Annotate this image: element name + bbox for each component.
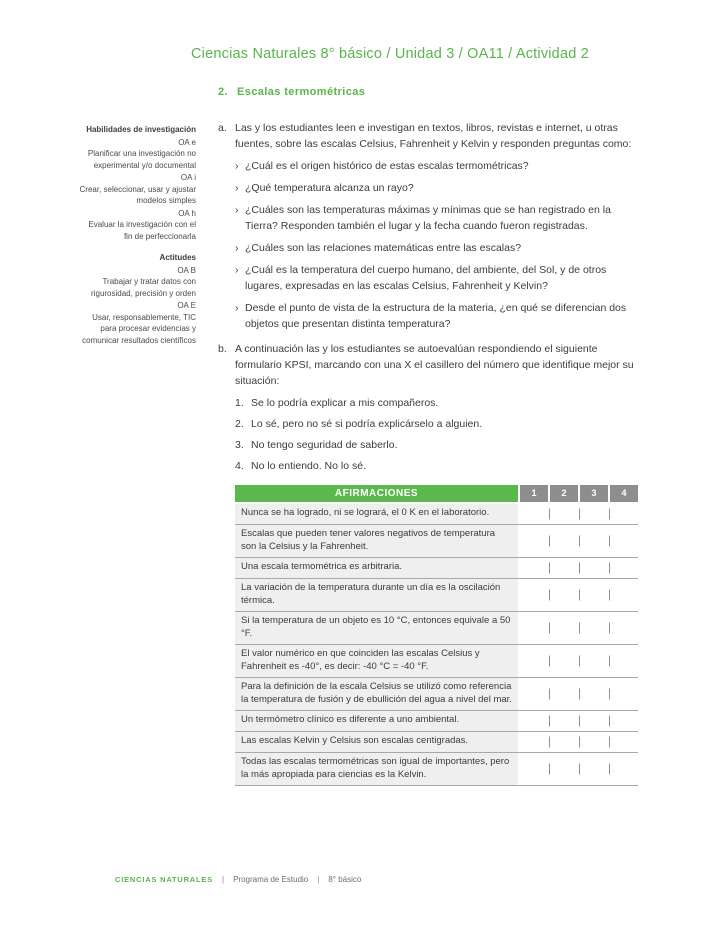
mark-cell[interactable] <box>520 753 548 785</box>
list-item <box>235 300 639 332</box>
affirmation-text: Un termómetro clínico es diferente a uno ambiental. <box>235 711 518 731</box>
item-marker: b. <box>218 343 227 355</box>
mark-cell[interactable] <box>520 711 548 731</box>
table-row <box>235 504 638 525</box>
oa-code: OA e <box>178 137 196 147</box>
list-item <box>235 158 639 174</box>
mark-cell[interactable] <box>610 678 638 710</box>
option-text: Se lo podría explicar a mis compañeros. <box>251 397 439 409</box>
oa-code: OA h <box>178 208 196 218</box>
mark-cell[interactable] <box>580 525 608 557</box>
mark-cell[interactable] <box>610 504 638 524</box>
item-text: Las y los estudiantes leen e investigan en textos, libros, revistas e internet, u otras fuentes, sobre las escalas Celsius, Fahrenheit y Kelvin y responden preguntas como: <box>235 122 632 150</box>
list-item <box>235 437 639 453</box>
option-number: 2. <box>235 418 244 430</box>
footer-separator: | <box>317 875 320 884</box>
table-row <box>235 711 638 732</box>
mark-cell[interactable] <box>550 732 578 752</box>
mark-cell[interactable] <box>520 504 548 524</box>
activity-item-a <box>218 120 639 152</box>
oa-description: Usar, responsablemente, TIC para procesar evidencias y comunicar resultados científicos <box>82 312 196 345</box>
item-marker: a. <box>218 122 227 134</box>
bullet-icon: › <box>235 264 239 276</box>
oa-code: OA E <box>177 301 196 310</box>
oa-description: Evaluar la investigación con el fin de perfeccionarla <box>88 220 196 241</box>
question-text: ¿Cuál es el origen histórico de estas escalas termométricas? <box>245 160 529 172</box>
page-title: Ciencias Naturales 8° básico / Unidad 3 / OA11 / Actividad 2 <box>191 46 589 62</box>
question-text: Desde el punto de vista de la estructura de la materia, ¿en qué se diferencian dos objetos que presentan distinta temperatura? <box>245 302 627 330</box>
attitudes-heading: Actitudes <box>159 253 196 262</box>
mark-cell[interactable] <box>550 678 578 710</box>
table-row <box>235 558 638 579</box>
footer-grade: 8° básico <box>328 875 362 884</box>
mark-cell[interactable] <box>610 711 638 731</box>
mark-cell[interactable] <box>520 678 548 710</box>
affirmation-text: Para la definición de la escala Celsius se utilizó como referencia la temperatura de fusión y de ebullición del agua a nivel del mar. <box>235 678 518 710</box>
option-text: No tengo seguridad de saberlo. <box>251 439 398 451</box>
section-title: Escalas termométricas <box>237 86 366 98</box>
footer-subject: CIENCIAS NATURALES <box>115 875 214 884</box>
bullet-icon: › <box>235 204 239 216</box>
mark-cell[interactable] <box>580 678 608 710</box>
oa-description: Crear, seleccionar, usar y ajustar modelos simples <box>79 184 196 205</box>
mark-cell[interactable] <box>550 753 578 785</box>
mark-cell[interactable] <box>520 612 548 644</box>
table-row <box>235 525 638 558</box>
oa-description: Planificar una investigación no experimental y/o documental <box>87 149 196 170</box>
affirmation-text: Nunca se ha logrado, ni se logrará, el 0 K en el laboratorio. <box>235 504 518 524</box>
column-header-3: 3 <box>580 485 608 502</box>
mark-cell[interactable] <box>520 645 548 677</box>
mark-cell[interactable] <box>580 579 608 611</box>
column-header-2: 2 <box>550 485 578 502</box>
kpsi-table <box>235 485 638 786</box>
mark-cell[interactable] <box>580 753 608 785</box>
affirmation-text: Escalas que pueden tener valores negativos de temperatura son la Celsius y la Fahrenheit. <box>235 525 518 557</box>
kpsi-table-header <box>235 485 638 502</box>
mark-cell[interactable] <box>610 753 638 785</box>
item-text: A continuación las y los estudiantes se autoevalúan respondiendo el siguiente formulario KPSI, marcando con una X el casillero del número que identifique mejor su situación: <box>235 343 634 387</box>
mark-cell[interactable] <box>580 732 608 752</box>
list-item <box>235 240 639 256</box>
question-text: ¿Cuáles son las relaciones matemáticas entre las escalas? <box>245 242 522 254</box>
bullet-icon: › <box>235 242 239 254</box>
mark-cell[interactable] <box>610 558 638 578</box>
affirmation-text: Si la temperatura de un objeto es 10 °C, entonces equivale a 50 °F. <box>235 612 518 644</box>
option-text: No lo entiendo. No lo sé. <box>251 460 366 472</box>
mark-cell[interactable] <box>550 579 578 611</box>
affirmation-text: Las escalas Kelvin y Celsius son escalas centigradas. <box>235 732 518 752</box>
kpsi-options-list <box>235 395 639 474</box>
question-list <box>235 158 639 332</box>
table-row <box>235 753 638 786</box>
footer-program: Programa de Estudio <box>233 875 309 884</box>
mark-cell[interactable] <box>520 525 548 557</box>
oa-code: OA B <box>177 265 196 275</box>
mark-cell[interactable] <box>610 525 638 557</box>
oa-description: Trabajar y tratar datos con rigurosidad, precisión y orden <box>91 277 196 298</box>
mark-cell[interactable] <box>520 558 548 578</box>
affirmation-text: Una escala termométrica es arbitraria. <box>235 558 518 578</box>
question-text: ¿Cuál es la temperatura del cuerpo humano, del ambiente, del Sol, y de otros lugares, expresadas en las escalas Celsius, Fahrenheit y Kelvin? <box>245 264 607 292</box>
column-header-1: 1 <box>520 485 548 502</box>
mark-cell[interactable] <box>580 504 608 524</box>
affirmation-text: La variación de la temperatura durante un día es la oscilación térmica. <box>235 579 518 611</box>
option-number: 3. <box>235 439 244 451</box>
bullet-icon: › <box>235 302 239 314</box>
mark-cell[interactable] <box>550 711 578 731</box>
table-row <box>235 612 638 645</box>
table-row <box>235 579 638 612</box>
activity-item-b <box>218 341 639 389</box>
option-number: 1. <box>235 397 244 409</box>
table-row <box>235 732 638 753</box>
question-text: ¿Qué temperatura alcanza un rayo? <box>245 182 414 194</box>
mark-cell[interactable] <box>550 558 578 578</box>
mark-cell[interactable] <box>610 612 638 644</box>
list-item <box>235 202 639 234</box>
question-text: ¿Cuáles son las temperaturas máximas y mínimas que se han registrado en la Tierra? Responden también el lugar y la fecha cuando fueron registradas. <box>245 204 611 232</box>
mark-cell[interactable] <box>550 645 578 677</box>
list-item <box>235 262 639 294</box>
list-item <box>235 180 639 196</box>
table-row <box>235 645 638 678</box>
mark-cell[interactable] <box>550 612 578 644</box>
mark-cell[interactable] <box>550 525 578 557</box>
affirmation-text: El valor numérico en que coinciden las escalas Celsius y Fahrenheit es -40°, es decir: -40 °C = -40 °F. <box>235 645 518 677</box>
mark-cell[interactable] <box>520 732 548 752</box>
option-text: Lo sé, pero no sé si podría explicárselo a alguien. <box>251 418 483 430</box>
mark-cell[interactable] <box>580 558 608 578</box>
mark-cell[interactable] <box>610 579 638 611</box>
bullet-icon: › <box>235 182 239 194</box>
main-content <box>218 120 639 786</box>
section-number: 2. <box>218 86 228 98</box>
margin-column <box>78 124 196 346</box>
footer-separator: | <box>222 875 225 884</box>
affirmations-header: AFIRMACIONES <box>235 485 518 502</box>
list-item <box>235 416 639 432</box>
skills-heading: Habilidades de investigación <box>86 125 196 134</box>
mark-cell[interactable] <box>580 612 608 644</box>
page-footer <box>115 875 361 884</box>
oa-code: OA i <box>180 173 196 182</box>
section-heading <box>218 86 365 98</box>
mark-cell[interactable] <box>580 711 608 731</box>
mark-cell[interactable] <box>610 645 638 677</box>
list-item <box>235 458 639 474</box>
list-item <box>235 395 639 411</box>
affirmation-text: Todas las escalas termométricas son igual de importantes, pero la más apropiada para ciencias es la Kelvin. <box>235 753 518 785</box>
option-number: 4. <box>235 460 244 472</box>
mark-cell[interactable] <box>550 504 578 524</box>
mark-cell[interactable] <box>580 645 608 677</box>
mark-cell[interactable] <box>610 732 638 752</box>
mark-cell[interactable] <box>520 579 548 611</box>
bullet-icon: › <box>235 160 239 172</box>
table-row <box>235 678 638 711</box>
column-header-4: 4 <box>610 485 638 502</box>
